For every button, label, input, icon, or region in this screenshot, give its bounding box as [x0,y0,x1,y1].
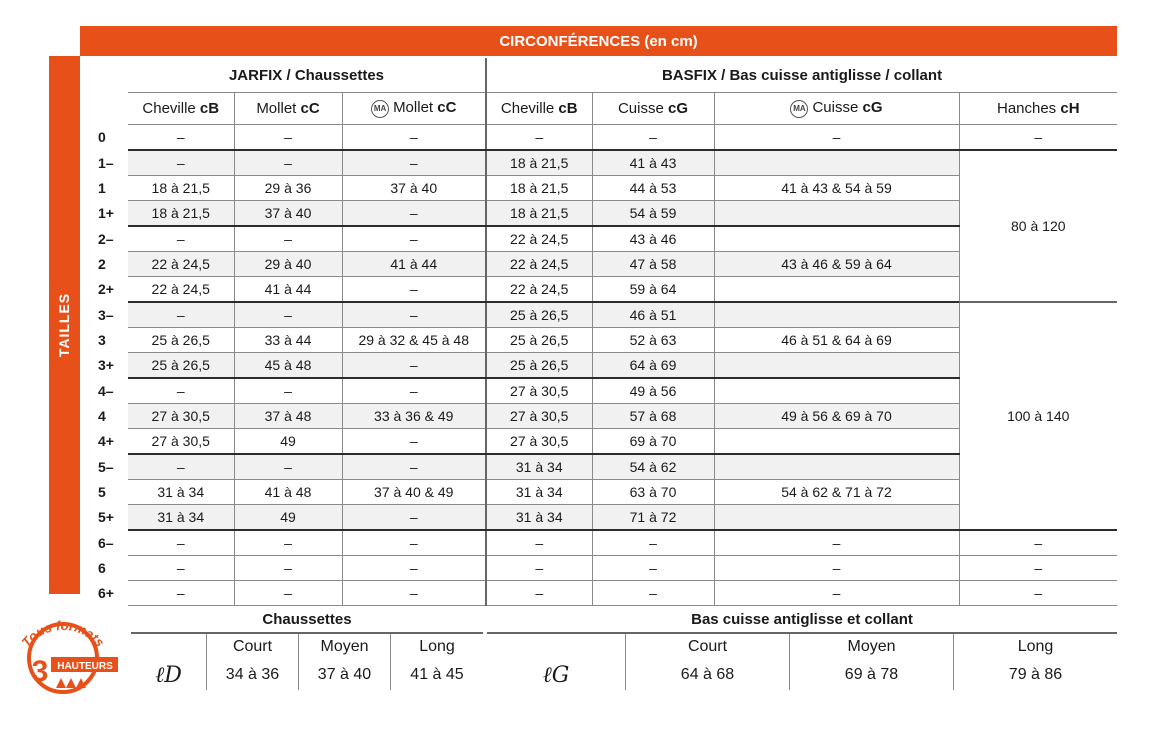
badge-number: 3 [31,655,49,688]
stockings-value-long: 79 à 86 [1008,666,1063,683]
table-cell: 33 à 36 & 49 [342,404,486,429]
table-cell: – [234,302,342,328]
three-heights-badge [8,600,118,710]
size-label: 1– [98,154,114,171]
socks-header-long: Long [419,638,455,655]
table-cell: – [342,150,486,176]
table-cell: 18 à 21,5 [486,176,592,201]
table-cell: 37 à 48 [234,404,342,429]
table-cell: 57 à 68 [592,404,714,429]
table-cell: 18 à 21,5 [486,201,592,227]
table-cell: 46 à 51 [592,302,714,328]
sizes-side-label: TAILLES [56,292,73,358]
table-cell: 54 à 59 [592,201,714,227]
column-header-code: cH [1060,100,1080,117]
size-table [92,58,1117,606]
stockings-length-title: Bas cuisse antiglisse et collant [691,611,913,628]
socks-value-moyen: 37 à 40 [317,666,372,683]
table-cell: 54 à 62 & 71 à 72 [714,480,959,505]
hips-cell: – [959,125,1117,151]
table-cell: 33 à 44 [234,328,342,353]
table-cell: 43 à 46 & 59 à 64 [714,252,959,277]
table-cell: – [342,556,486,581]
corner-cell [92,58,128,93]
ma-icon: MA [371,100,389,118]
table-cell: – [128,226,234,252]
table-cell: – [342,581,486,606]
table-cell: – [486,125,592,151]
stockings-value-moyen: 69 à 78 [844,666,899,683]
size-label: 5– [98,458,114,475]
svg-text:Tous formats [18,618,107,650]
size-label: 6+ [98,585,114,601]
table-cell: – [342,530,486,556]
size-label: 3– [98,306,114,323]
table-cell: 63 à 70 [592,480,714,505]
table-cell: 22 à 24,5 [128,252,234,277]
column-header-code: cC [300,100,320,117]
column-header [714,93,959,125]
table-cell [714,353,959,379]
table-cell: 37 à 40 [234,201,342,227]
table-cell: 27 à 30,5 [486,404,592,429]
size-label: 4– [98,382,114,399]
table-cell: – [486,556,592,581]
table-cell: 46 à 51 & 64 à 69 [714,328,959,353]
table-cell: – [342,454,486,480]
size-label: 5+ [98,509,114,526]
table-cell: – [486,581,592,606]
table-cell [714,302,959,328]
table-cell: 47 à 58 [592,252,714,277]
table-cell: 22 à 24,5 [486,277,592,303]
table-cell: 41 à 43 & 54 à 59 [714,176,959,201]
table-cell: – [128,378,234,404]
table-cell [714,454,959,480]
table-cell: 25 à 26,5 [128,328,234,353]
table-cell [714,277,959,303]
table-cell: 37 à 40 [342,176,486,201]
table-cell: 25 à 26,5 [486,302,592,328]
size-label: 5 [98,484,106,500]
table-cell: 31 à 34 [486,505,592,531]
table-cell: 29 à 32 & 45 à 48 [342,328,486,353]
socks-length-title: Chaussettes [262,611,352,628]
stockings-length-symbol: ℓG [542,663,570,688]
table-cell: – [234,150,342,176]
column-header-code: cG [862,99,883,117]
table-cell: 54 à 62 [592,454,714,480]
table-cell: – [714,556,959,581]
table-cell [714,150,959,176]
table-row [92,302,1117,328]
badge-label: HAUTEURS [57,661,113,672]
table-cell: 22 à 24,5 [486,226,592,252]
table-cell: 18 à 21,5 [128,176,234,201]
table-cell: 64 à 69 [592,353,714,379]
table-cell: – [714,125,959,151]
table-cell: – [592,581,714,606]
table-cell: – [128,302,234,328]
column-header [342,93,486,125]
table-cell: – [342,201,486,227]
column-header-label: Cheville [500,100,559,117]
table-cell: 31 à 34 [128,505,234,531]
table-cell: – [128,530,234,556]
table-row [92,530,1117,556]
column-header-row [92,93,1117,125]
table-cell: 44 à 53 [592,176,714,201]
table-cell: – [128,125,234,151]
table-cell: 25 à 26,5 [128,353,234,379]
table-cell: 18 à 21,5 [128,201,234,227]
table-cell: 41 à 48 [234,480,342,505]
table-cell: 29 à 36 [234,176,342,201]
column-header-code: cB [199,100,220,117]
table-cell: 22 à 24,5 [128,277,234,303]
column-header [128,93,234,125]
hips-cell: – [959,530,1117,556]
table-cell: – [128,556,234,581]
table-cell: – [342,505,486,531]
table-cell: 71 à 72 [592,505,714,531]
column-header [592,93,714,125]
column-header-label: Cuisse [812,99,863,117]
stockings-value-court: 64 à 68 [680,666,735,683]
table-cell: 27 à 30,5 [486,378,592,404]
table-cell: 59 à 64 [592,277,714,303]
size-label: 2+ [98,281,114,298]
column-header [234,93,342,125]
table-cell: 29 à 40 [234,252,342,277]
table-cell: – [592,556,714,581]
column-header-code: cB [558,100,578,117]
size-label: 4+ [98,433,114,450]
table-cell: – [342,226,486,252]
column-header-code: cG [668,100,689,117]
length-section [0,600,1161,741]
table-cell: 22 à 24,5 [486,252,592,277]
table-cell: 41 à 44 [342,252,486,277]
size-label: 0 [98,129,106,146]
table-cell: – [234,581,342,606]
table-cell: 49 [234,505,342,531]
corner-cell [92,93,128,125]
table-cell [714,429,959,455]
column-header-label: Cuisse [617,100,668,117]
table-cell: 37 à 40 & 49 [342,480,486,505]
table-cell: 41 à 43 [592,150,714,176]
size-label: 6– [98,534,114,551]
size-label: 2– [98,230,114,247]
size-label: 2 [98,256,106,272]
socks-header-court: Court [232,638,273,655]
table-cell: 31 à 34 [486,454,592,480]
table-cell: 27 à 30,5 [128,404,234,429]
table-cell: 27 à 30,5 [486,429,592,455]
socks-value-long: 41 à 45 [410,666,464,683]
table-cell: 27 à 30,5 [128,429,234,455]
sizes-side-label-wrap [49,56,80,594]
table-row [92,125,1117,151]
column-header-label: Hanches [996,100,1061,117]
table-cell: 43 à 46 [592,226,714,252]
table-cell: 49 à 56 [592,378,714,404]
column-header-label: Mollet [256,100,301,117]
table-cell: 45 à 48 [234,353,342,379]
column-header [959,93,1117,125]
table-row [92,150,1117,176]
table-cell: 49 à 56 & 69 à 70 [714,404,959,429]
table-cell [714,201,959,227]
size-label: 1+ [98,205,114,222]
hips-cell: – [959,556,1117,581]
table-cell: 18 à 21,5 [486,150,592,176]
table-cell: – [342,378,486,404]
column-header-label: Cheville [142,100,200,117]
socks-header-moyen: Moyen [320,638,369,655]
table-title-bar [80,26,1117,56]
size-label: 1 [98,180,106,196]
badge-arc-text: Tous formats [18,617,108,650]
column-header-code: cC [437,99,457,117]
column-header [486,93,592,125]
stockings-header-court: Court [687,638,728,655]
group-header-row [92,58,1117,93]
size-label: 3+ [98,357,114,374]
stockings-header-moyen: Moyen [847,638,896,655]
table-cell: – [342,429,486,455]
table-cell: – [234,454,342,480]
table-cell: – [342,277,486,303]
table-cell: – [714,581,959,606]
socks-value-court: 34 à 36 [225,666,280,683]
table-cell: 25 à 26,5 [486,328,592,353]
table-cell: 69 à 70 [592,429,714,455]
table-cell: 49 [234,429,342,455]
group-basfix: BASFIX / Bas cuisse antiglisse / collant [486,58,1117,93]
stockings-rule [487,632,1117,634]
table-row [92,556,1117,581]
table-cell: – [342,125,486,151]
table-cell: – [234,378,342,404]
ma-icon: MA [790,100,808,118]
table-cell: 31 à 34 [486,480,592,505]
table-cell: – [234,226,342,252]
table-cell: – [128,581,234,606]
table-cell: – [342,302,486,328]
table-cell: 25 à 26,5 [486,353,592,379]
hips-cell: – [959,581,1117,606]
group-jarfix: JARFIX / Chaussettes [128,58,486,93]
stockings-header-long: Long [1017,638,1054,655]
table-cell: 41 à 44 [234,277,342,303]
table-cell [714,378,959,404]
table-cell: 31 à 34 [128,480,234,505]
table-cell: 52 à 63 [592,328,714,353]
size-label: 6 [98,560,106,576]
socks-length-symbol: ℓD [155,663,182,688]
table-cell: – [234,556,342,581]
column-header-label: Mollet [393,99,438,117]
table-cell: – [714,530,959,556]
table-cell: – [486,530,592,556]
table-cell [714,226,959,252]
hips-cell-merged: 100 à 140 [959,302,1117,530]
table-cell: – [592,530,714,556]
table-cell: – [234,125,342,151]
table-cell: – [342,353,486,379]
table-title: CIRCONFÉRENCES (en cm) [499,32,698,50]
table-cell: – [128,150,234,176]
size-label: 4 [98,408,106,424]
socks-rule [131,632,483,634]
table-cell: – [234,530,342,556]
hips-cell-merged: 80 à 120 [959,150,1117,302]
size-label: 3 [98,332,106,348]
table-cell: – [128,454,234,480]
table-cell: – [592,125,714,151]
table-cell [714,505,959,531]
